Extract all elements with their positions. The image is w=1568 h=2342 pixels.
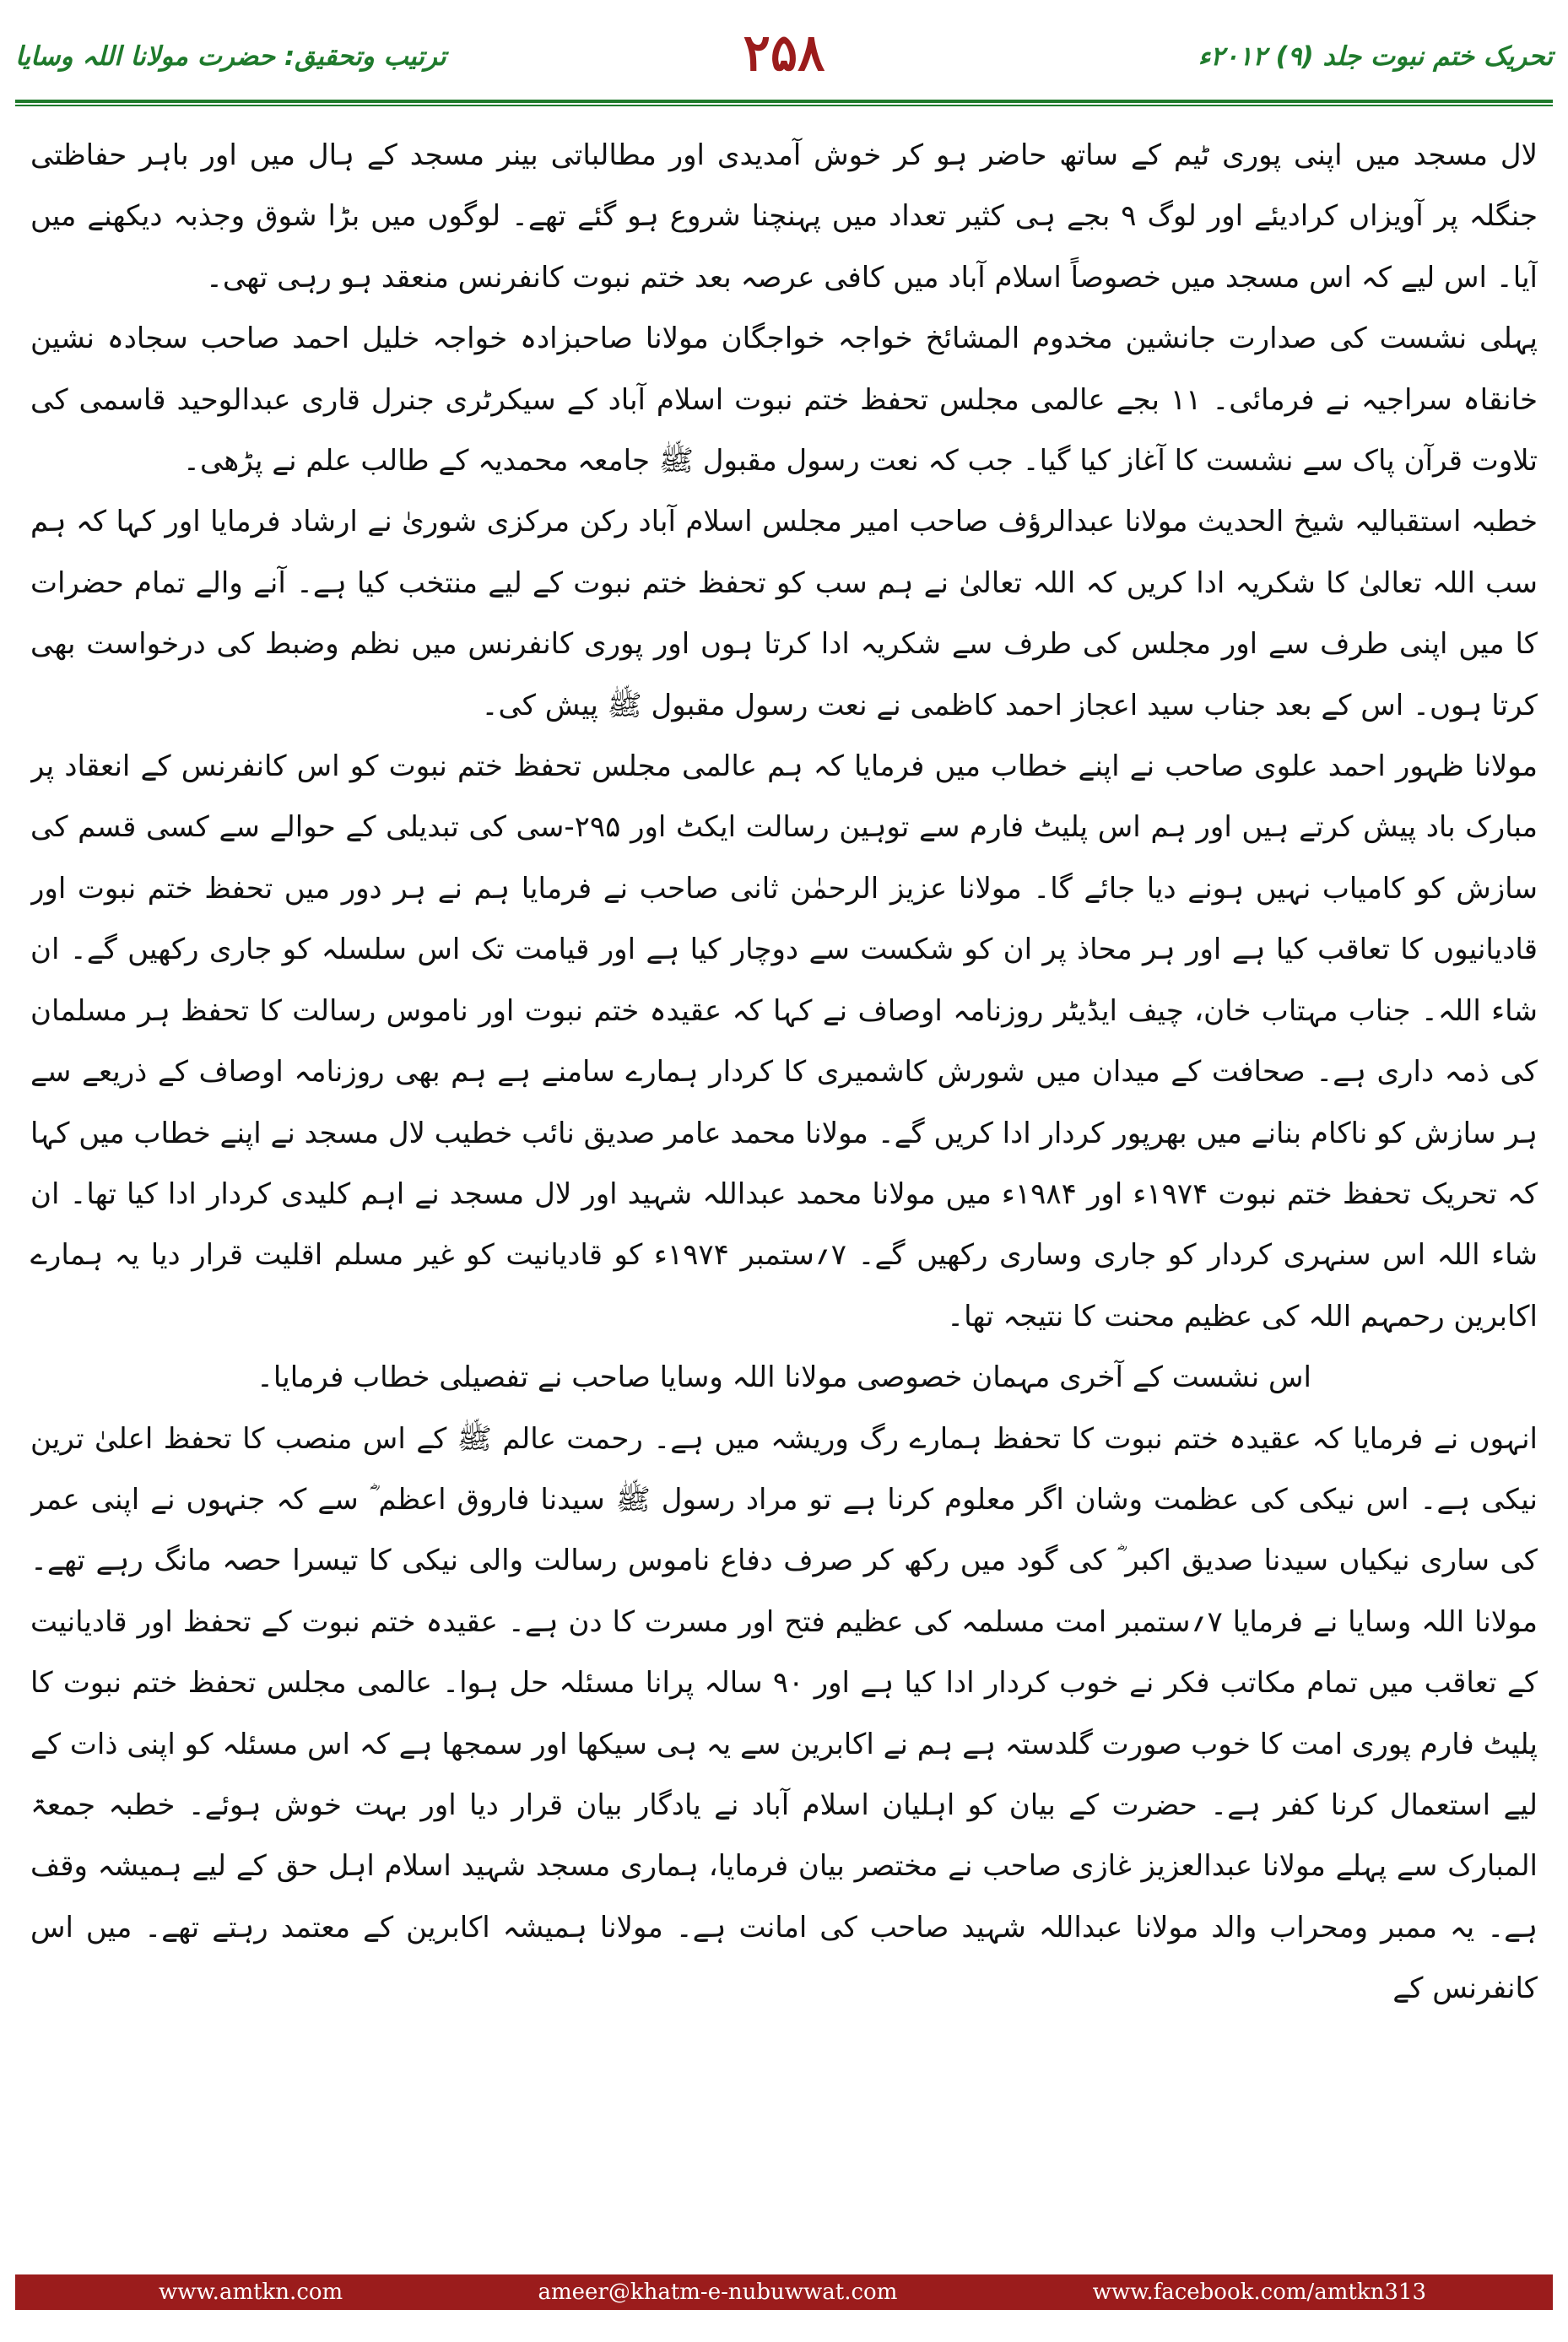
page-footer	[15, 2274, 1553, 2310]
paragraph: پہلی نشست کی صدارت جانشین مخدوم المشائخ خواجہ خواجگان مولانا صاحبزادہ خواجہ خلیل احمد صاحب سجادہ نشین خانقاہ سراجیہ نے فرمائی۔ ۱۱ بجے عالمی مجلس تحفظ ختم نبوت اسلام آباد کے سیکرٹری جنرل قاری عبدالوحید قاسمی کی تلاوت قرآن پاک سے نشست کا آغاز کیا گیا۔ جب کہ نعت رسول مقبول ﷺ جامعہ محمدیہ کے طالب علم نے پڑھی۔	[30, 322, 1538, 479]
paragraph: مولانا ظہور احمد علوی صاحب نے اپنے خطاب میں فرمایا کہ ہم عالمی مجلس تحفظ ختم نبوت کو اس کانفرنس کے انعقاد پر مبارک باد پیش کرتے ہیں اور ہم اس پلیٹ فارم سے توہین رسالت ایکٹ اور ۲۹۵-سی کی تبدیلی کے حوالے سے کسی قسم کی سازش کو کامیاب نہیں ہونے دیا جائے گا۔ مولانا عزیز الرحمٰن ثانی صاحب نے فرمایا ہم نے ہر دور میں تحفظ ختم نبوت اور قادیانیوں کا تعاقب کیا ہے اور ہر محاذ پر ان کو شکست سے دوچار کیا ہے اور قیامت تک اس سلسلہ کو جاری رکھیں گے۔ ان شاء اللہ۔ جناب مہتاب خان، چیف ایڈیٹر روزنامہ اوصاف نے کہا کہ عقیدہ ختم نبوت اور ناموس رسالت کا تحفظ ہر مسلمان کی ذمہ داری ہے۔ صحافت کے میدان میں شورش کاشمیری کا کردار ہمارے سامنے ہے ہم بھی روزنامہ اوصاف کے ذریعے سے ہر سازش کو ناکام بنانے میں بھرپور کردار ادا کریں گے۔ مولانا محمد عامر صدیق نائب خطیب لال مسجد نے اپنے خطاب میں کہا کہ تحریک تحفظ ختم نبوت ۱۹۷۴ء اور ۱۹۸۴ء میں مولانا محمد عبداللہ شہید اور لال مسجد نے اہم کلیدی کردار ادا کیا تھا۔ ان شاء اللہ اس سنہری کردار کو جاری وساری رکھیں گے۔ ۷؍ستمبر ۱۹۷۴ء کو قادیانیت کو غیر مسلم اقلیت قرار دیا یہ ہمارے اکابرین رحمہم اللہ کی عظیم محنت کا نتیجہ تھا۔	[30, 749, 1538, 1333]
paragraph: لال مسجد میں اپنی پوری ٹیم کے ساتھ حاضر ہو کر خوش آمدیدی اور مطالباتی بینر مسجد کے ہال میں اور باہر حفاظتی جنگلہ پر آویزاں کرادیئے اور لوگ ۹ بجے ہی کثیر تعداد میں پہنچنا شروع ہو گئے تھے۔ لوگوں میں بڑا شوق وجذبہ دیکھنے میں آیا۔ اس لیے کہ اس مسجد میں خصوصاً اسلام آباد میں کافی عرصہ بعد ختم نبوت کانفرنس منعقد ہو رہی تھی۔	[30, 138, 1538, 295]
page-header	[15, 19, 1553, 95]
facebook-link[interactable]: www.facebook.com/amtkn313	[1092, 2280, 1426, 2305]
page-number: ۲۵۸	[743, 24, 825, 83]
paragraph: اس نشست کے آخری مہمان خصوصی مولانا اللہ وسایا صاحب نے تفصیلی خطاب فرمایا۔	[257, 1360, 1311, 1395]
website-link[interactable]: www.amtkn.com	[159, 2280, 343, 2305]
book-title: ترتیب وتحقیق: حضرت مولانا اللہ وسایا	[15, 41, 446, 72]
article-body	[30, 125, 1538, 2215]
header-divider-thin	[15, 105, 1553, 106]
header-divider	[15, 100, 1553, 103]
email-link[interactable]: ameer@khatm-e-nubuwwat.com	[538, 2280, 898, 2305]
volume-title: تحریک ختم نبوت جلد (۹) ۲۰۱۲ء	[1198, 41, 1553, 72]
paragraph: خطبہ استقبالیہ شیخ الحدیث مولانا عبدالرؤف صاحب امیر مجلس اسلام آباد رکن مرکزی شوریٰ نے ارشاد فرمایا اور کہا کہ ہم سب اللہ تعالیٰ کا شکریہ ادا کریں کہ اللہ تعالیٰ نے ہم سب کو تحفظ ختم نبوت کے لیے منتخب کیا ہے۔ آنے والے تمام حضرات کا میں اپنی طرف سے اور مجلس کی طرف سے شکریہ ادا کرتا ہوں اور پوری کانفرنس میں نظم وضبط کی درخواست بھی کرتا ہوں۔ اس کے بعد جناب سید اعجاز احمد کاظمی نے نعت رسول مقبول ﷺ پیش کی۔	[30, 505, 1538, 722]
paragraph: انہوں نے فرمایا کہ عقیدہ ختم نبوت کا تحفظ ہمارے رگ وریشہ میں ہے۔ رحمت عالم ﷺ کے اس منصب کا تحفظ اعلیٰ ترین نیکی ہے۔ اس نیکی کی عظمت وشان اگر معلوم کرنا ہے تو مراد رسول ﷺ سیدنا فاروق اعظم ؓ سے کہ جنہوں نے اپنی عمر کی ساری نیکیاں سیدنا صدیق اکبر ؓ کی گود میں رکھ کر صرف دفاع ناموس رسالت والی نیکی کا تیسرا حصہ مانگ رہے تھے۔ مولانا اللہ وسایا نے فرمایا ۷؍ستمبر امت مسلمہ کی عظیم فتح اور مسرت کا دن ہے۔ عقیدہ ختم نبوت کے تحفظ اور قادیانیت کے تعاقب میں تمام مکاتب فکر نے خوب کردار ادا کیا ہے اور ۹۰ سالہ پرانا مسئلہ حل ہوا۔ عالمی مجلس تحفظ ختم نبوت کا پلیٹ فارم پوری امت کا خوب صورت گلدستہ ہے ہم نے اکابرین سے یہ ہی سیکھا اور سمجھا ہے کہ اس مسئلہ کو اپنی ذات کے لیے استعمال کرنا کفر ہے۔ حضرت کے بیان کو اہلیان اسلام آباد نے یادگار بیان قرار دیا اور بہت خوش ہوئے۔ خطبہ جمعۃ المبارک سے پہلے مولانا عبدالعزیز غازی صاحب نے مختصر بیان فرمایا، ہماری مسجد شہید اسلام اہل حق کے لیے ہمیشہ وقف ہے۔ یہ ممبر ومحراب والد مولانا عبداللہ شہید صاحب کی امانت ہے۔ مولانا ہمیشہ اکابرین کے معتمد رہتے تھے۔ میں اس کانفرنس کے	[30, 1421, 1538, 2006]
